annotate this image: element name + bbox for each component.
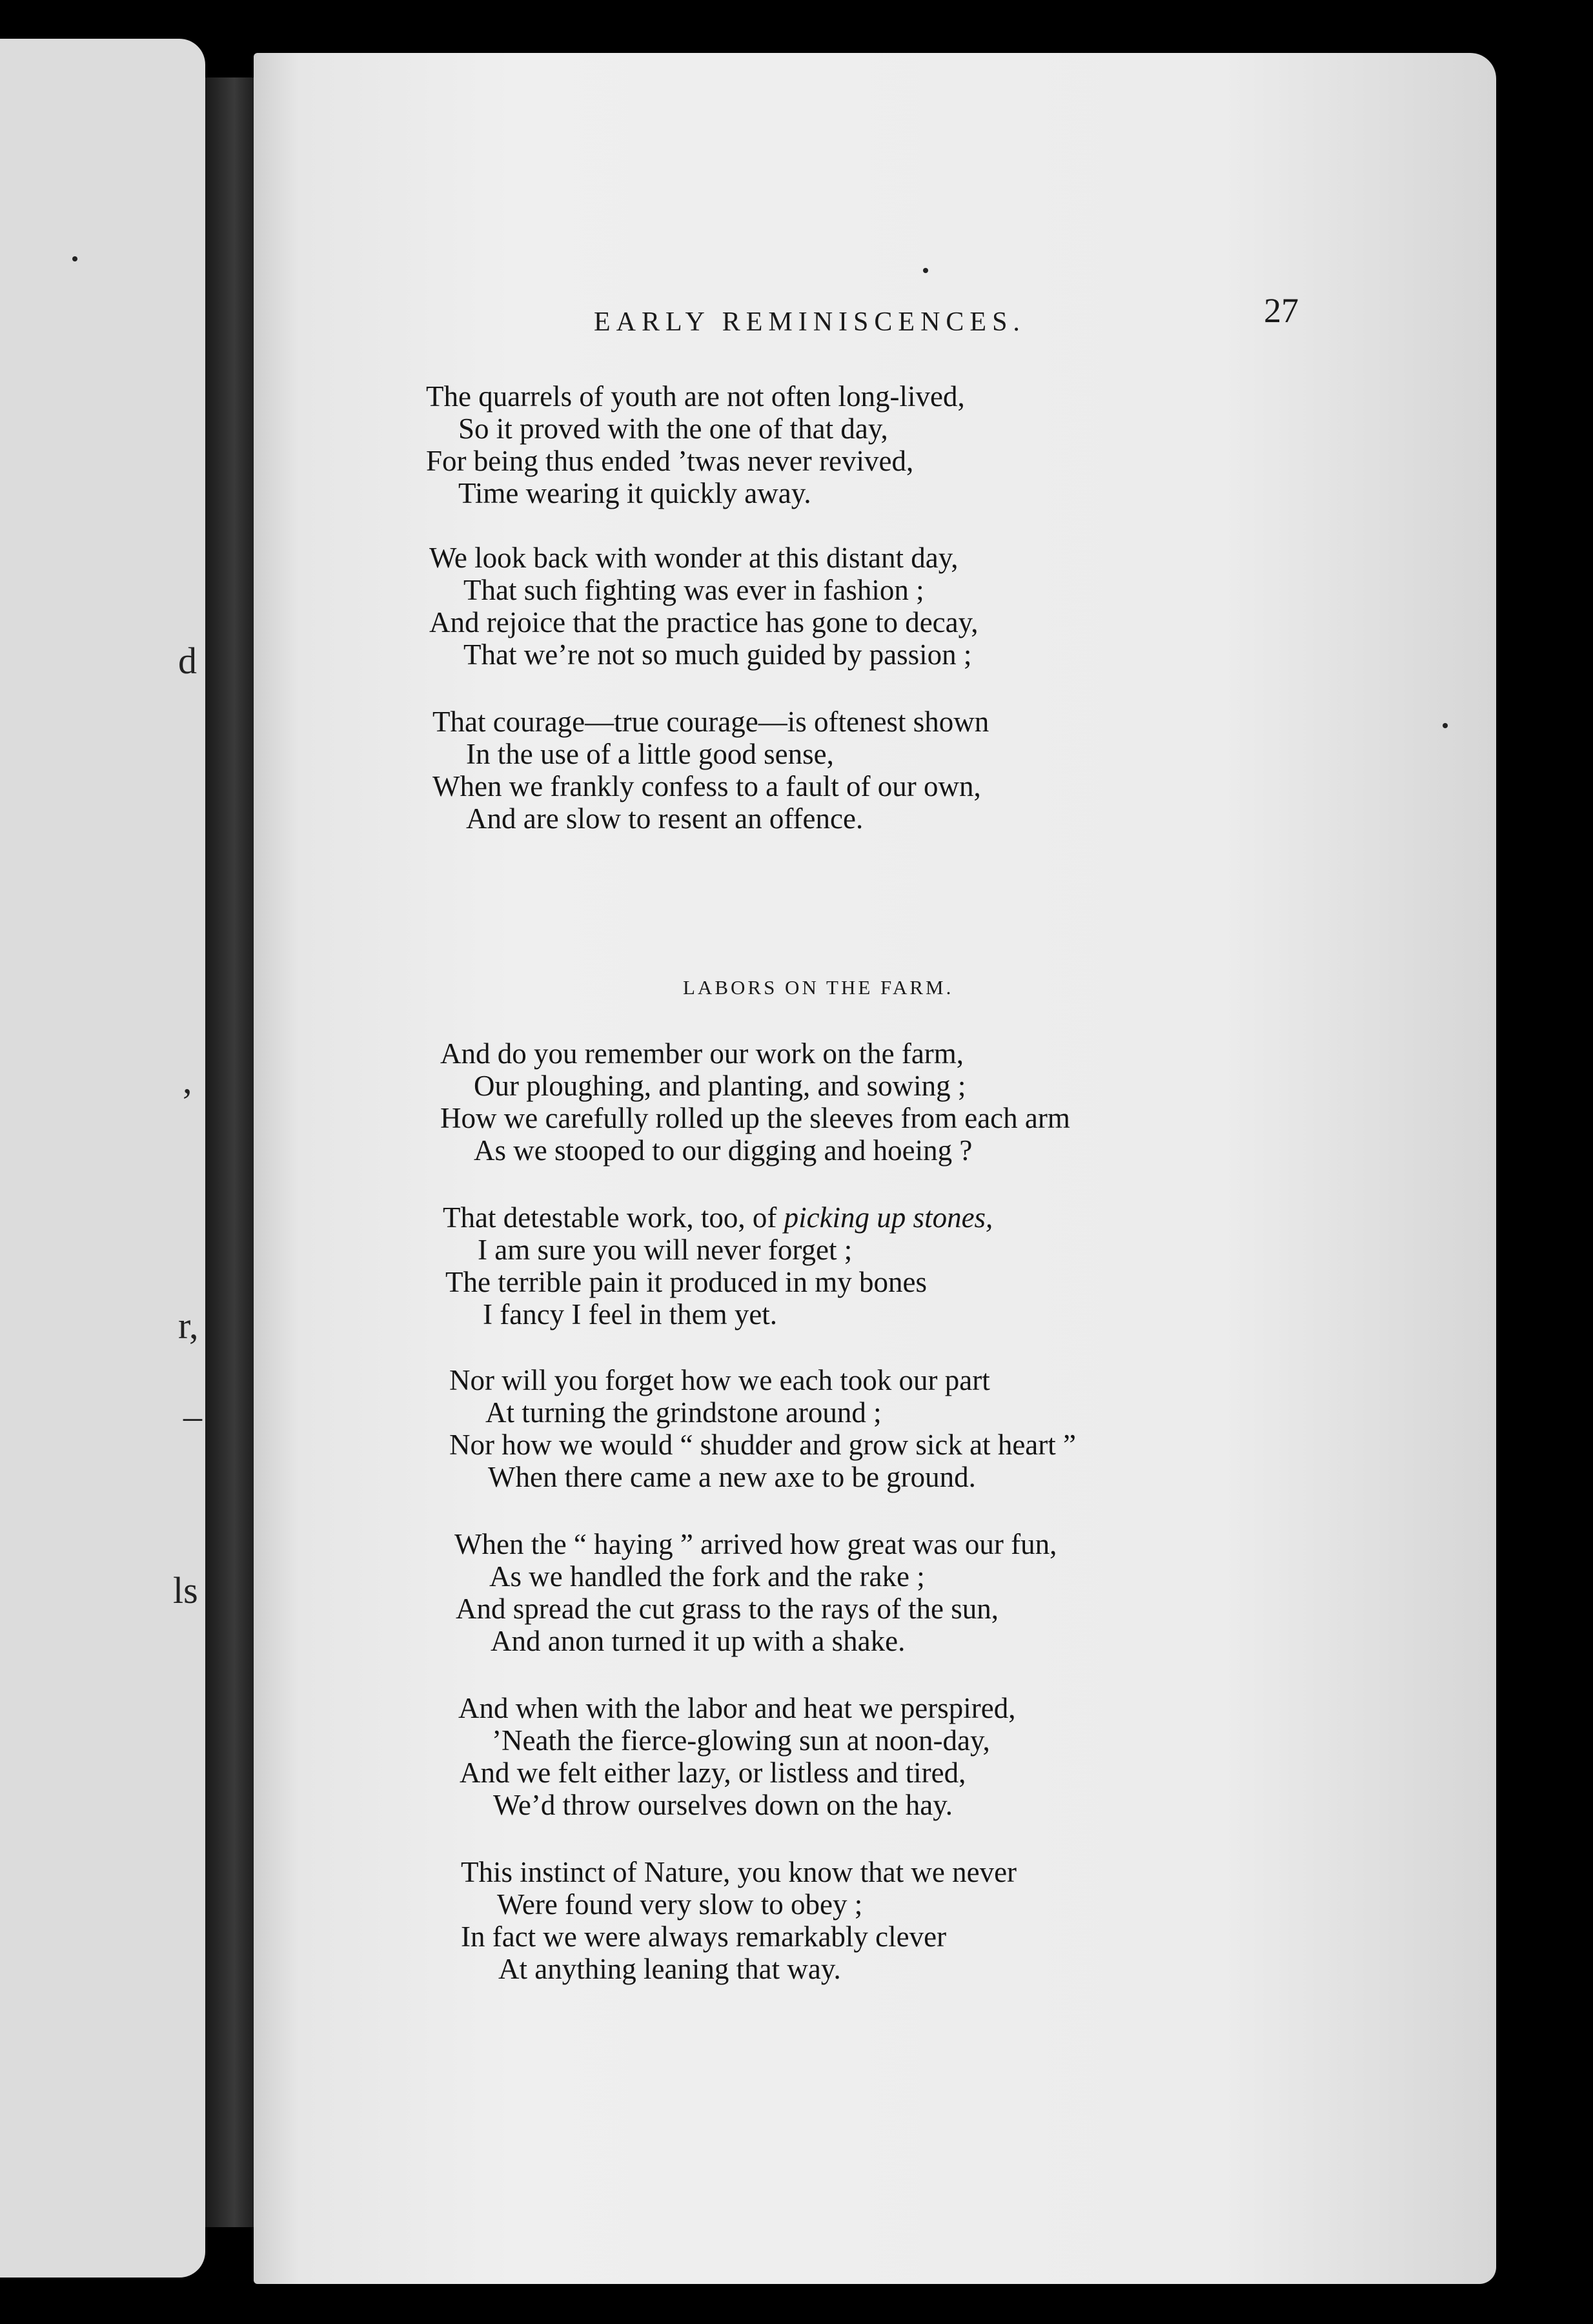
poem-line: In the use of a little good sense, xyxy=(466,738,834,770)
poem-line: When there came a new axe to be ground. xyxy=(488,1461,976,1493)
poem-line: The terrible pain it produced in my bones xyxy=(445,1266,928,1298)
poem-line: And do you remember our work on the farm, xyxy=(440,1037,964,1070)
poem-line: I am sure you will never forget ; xyxy=(478,1234,853,1266)
poem-line: And spread the cut grass to the rays of the sun, xyxy=(456,1593,999,1625)
poem-line: That we’re not so much guided by passion ; xyxy=(463,638,972,671)
poem-line: For being thus ended ’twas never revived, xyxy=(426,445,914,477)
poem-line: I fancy I feel in them yet. xyxy=(483,1298,778,1330)
poem-line: We look back with wonder at this distant day, xyxy=(429,542,959,574)
left-page-fragment: , xyxy=(183,1059,192,1101)
poem-line: Were found very slow to obey ; xyxy=(497,1888,863,1921)
poem-line: When we frankly confess to a fault of our own, xyxy=(432,770,981,802)
poem-line: Time wearing it quickly away. xyxy=(458,477,811,509)
left-page-fragment: ls xyxy=(173,1569,198,1611)
left-page-fragment: r, xyxy=(178,1305,199,1347)
speck xyxy=(923,268,928,273)
left-page-fragment: d xyxy=(178,640,197,682)
poem-line: And when with the labor and heat we perspired, xyxy=(458,1692,1016,1724)
poem-line: And are slow to resent an offence. xyxy=(466,802,864,835)
poem-line: That detestable work, too, of picking up stones, xyxy=(443,1201,993,1234)
running-head: EARLY REMINISCENCES. xyxy=(594,307,1026,337)
poem-line: How we carefully rolled up the sleeves from each arm xyxy=(440,1102,1070,1134)
poem-line: And rejoice that the practice has gone to decay, xyxy=(429,606,979,638)
poem-line: And we felt either lazy, or listless and tired, xyxy=(460,1757,966,1789)
poem-line: Nor will you forget how we each took our part xyxy=(449,1364,990,1396)
left-page-fragment: – xyxy=(183,1395,202,1437)
poem-line: ’Neath the fierce-glowing sun at noon-day, xyxy=(492,1724,990,1757)
poem-line: In fact we were always remarkably clever xyxy=(461,1921,947,1953)
poem-line: As we handled the fork and the rake ; xyxy=(489,1560,925,1593)
poem-line: And anon turned it up with a shake. xyxy=(491,1625,906,1657)
left-page-edge xyxy=(0,39,205,2278)
speck xyxy=(1443,723,1448,728)
poem-line: As we stooped to our digging and hoeing ? xyxy=(474,1134,973,1167)
poem-line: Our ploughing, and planting, and sowing ; xyxy=(474,1070,966,1102)
poem-line: That such fighting was ever in fashion ; xyxy=(463,574,924,606)
poem-line: Nor how we would “ shudder and grow sick at heart ” xyxy=(449,1429,1076,1461)
section-title: LABORS ON THE FARM. xyxy=(683,976,954,999)
poem-line: That courage—true courage—is oftenest shown xyxy=(432,706,989,738)
poem-line: At turning the grindstone around ; xyxy=(485,1396,882,1429)
poem-line: When the “ haying ” arrived how great was our fun, xyxy=(454,1528,1057,1560)
poem-line: This instinct of Nature, you know that we never xyxy=(461,1856,1017,1888)
book-gutter xyxy=(205,77,254,2227)
poem-line: So it proved with the one of that day, xyxy=(458,413,888,445)
page-number: 27 xyxy=(1264,291,1299,330)
poem-line: At anything leaning that way. xyxy=(498,1953,841,1985)
speck xyxy=(72,256,77,261)
poem-line: We’d throw ourselves down on the hay. xyxy=(493,1789,953,1821)
poem-line: The quarrels of youth are not often long-lived, xyxy=(426,380,965,413)
